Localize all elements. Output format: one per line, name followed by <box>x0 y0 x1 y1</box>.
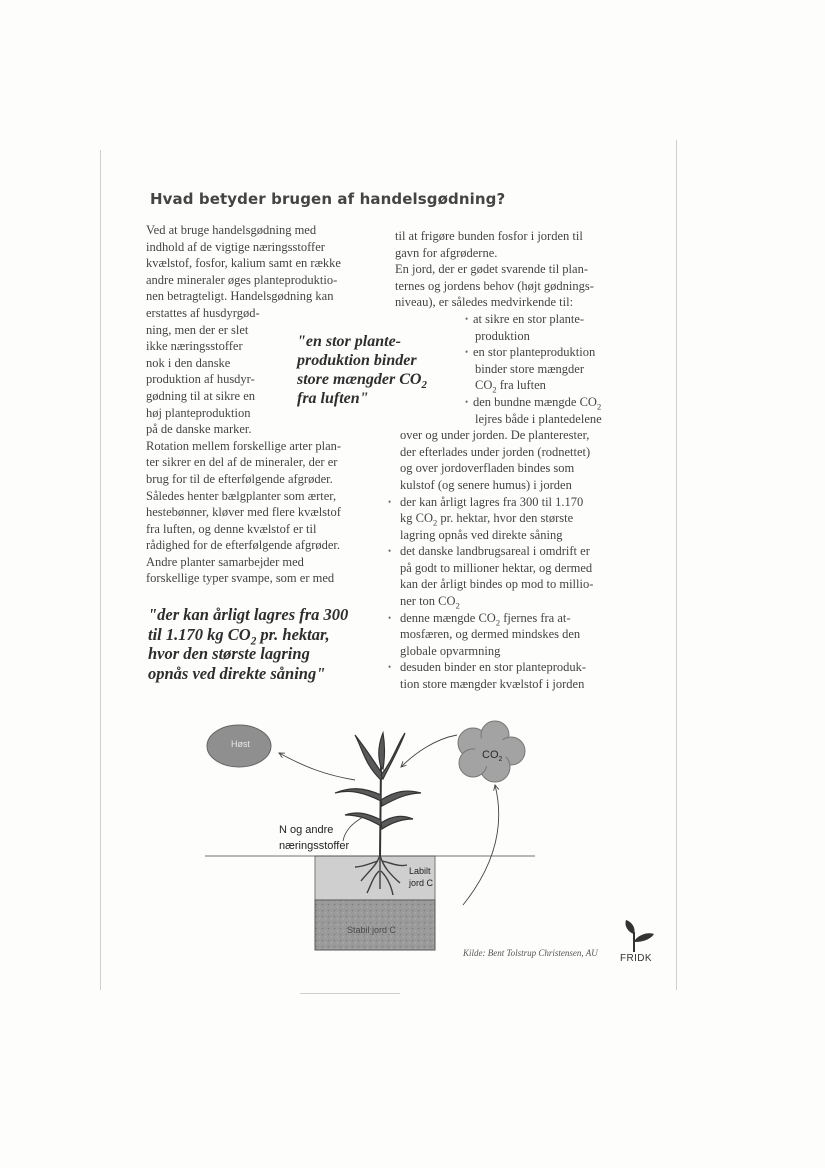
bullet-item: • denne mængde $CO_2$ fjernes fra at- <box>388 610 571 628</box>
bullet-icon: • <box>388 662 392 673</box>
text-line: niveau), er således medvirkende til: <box>395 295 574 310</box>
text-line: lejres både i plantedelene <box>475 411 602 426</box>
text-line: Ved at bruge handelsgødning med <box>146 223 317 237</box>
arrow-from-co2 <box>401 735 457 767</box>
labile-carbon-label: jord C <box>409 878 434 888</box>
bullet-item: • der kan årligt lagres fra 300 til 1.170 <box>388 494 584 509</box>
text-line: og over jordoverfladen bindes som <box>400 461 575 476</box>
text-line: over og under jorden. De planterester, <box>400 428 590 443</box>
arrow-nutrients <box>343 817 363 841</box>
text-line: nen betragteligt. Handelsgødning kan <box>146 289 334 304</box>
quote-line: store mængder $CO_2$ <box>297 371 427 392</box>
bullet-icon: • <box>465 396 469 407</box>
quote-line: hvor den største lagring <box>148 644 310 663</box>
text-line: ternes og jordens behov (højt gødnings- <box>395 278 594 293</box>
text-line: andre mineraler øges planteproduktio- <box>146 272 338 287</box>
text-line: produktion af husdyr- <box>146 372 255 387</box>
text-line: ner ton $CO_2$ <box>400 594 460 611</box>
arrow-soil-to-co2 <box>463 785 499 905</box>
plant-illustration <box>335 733 421 856</box>
text-line: Andre planter samarbejder med <box>146 554 304 569</box>
quote-line: produktion binder <box>297 352 417 369</box>
quote-line: "der kan årligt lagres fra 300 <box>148 605 349 624</box>
carbon-cycle-diagram <box>195 705 565 965</box>
text-line: $CO_2$ fra luften <box>475 378 546 395</box>
quote-line: til 1.170 kg $CO_2$ pr. hektar, <box>148 624 330 647</box>
bullet-item: • at sikre en stor plante- <box>465 311 585 326</box>
text-line: globale opvarmning <box>400 643 501 658</box>
bullet-item: • en stor planteproduktion <box>465 345 596 360</box>
text-line: lagring opnås ved direkte såning <box>400 527 563 542</box>
text-line: indhold af de vigtige næringsstoffer <box>146 239 325 254</box>
co2-label: $CO_2$ <box>482 749 503 763</box>
source-caption: Kilde: Bent Tolstrup Christensen, AU <box>463 948 598 958</box>
text-line: Således henter bælgplanter som ærter, <box>146 488 337 503</box>
text-line: rådighed for de efterfølgende afgrøder. <box>146 538 341 553</box>
text-line: tion store mængder kvælstof i jorden <box>400 677 585 692</box>
text-line: En jord, der er gødet svarende til plan- <box>395 262 588 277</box>
quote-line: opnås ved direkte såning" <box>148 663 326 683</box>
bullet-icon: • <box>388 496 392 507</box>
bullet-item: • den bundne mængde $CO_2$ <box>465 394 602 412</box>
nutrients-label: næringsstoffer <box>279 840 350 852</box>
text-line: der efterlades under jorden (rodnettet) <box>400 444 591 459</box>
bullet-icon: • <box>465 313 469 324</box>
text-line: binder store mængder <box>475 361 585 376</box>
text-line: kvælstof, fosfor, kalium samt en række <box>146 256 341 271</box>
text-line: fra luften, og denne kvælstof er til <box>146 521 317 536</box>
harvest-label: Høst <box>231 739 250 749</box>
bullet-item: • desuden binder en stor planteproduk- <box>388 660 587 675</box>
text-line: gavn for afgrøderne. <box>395 245 498 260</box>
text-line: på de danske marker. <box>146 422 252 437</box>
arrow-to-harvest <box>279 753 355 780</box>
nutrients-label: N og andre <box>279 824 334 836</box>
bullet-icon: • <box>388 546 392 557</box>
text-line: gødning til at sikre en <box>146 388 256 403</box>
text-line: kan der årligt bindes op mod to millio- <box>400 577 594 592</box>
text-line: ning, men der er slet <box>146 322 249 337</box>
bullet-item: • det danske landbrugsareal i omdrift er <box>388 544 590 559</box>
text-line: på godt to millioner hektar, og dermed <box>400 560 593 575</box>
pull-quote-storage <box>148 605 348 683</box>
bullet-icon: • <box>388 612 392 623</box>
text-line: ter sikrer en del af de mineraler, der er <box>146 455 338 470</box>
text-line: til at frigøre bunden fosfor i jorden til <box>395 229 583 243</box>
logo-text: FRIDK <box>620 953 652 964</box>
text-line: erstattes af husdyrgød- <box>146 305 260 320</box>
text-line: produktion <box>475 328 530 343</box>
text-line: hestebønner, kløver med flere kvælstof <box>146 505 341 520</box>
bullet-icon: • <box>465 347 469 358</box>
text-line: brug for til de efterfølgende afgrøder. <box>146 471 333 486</box>
scan-edge-bottom <box>300 993 400 994</box>
text-line: kulstof (og senere humus) i jorden <box>400 477 572 492</box>
stable-carbon-label: Stabil jord C <box>347 925 397 935</box>
text-line: nok i den danske <box>146 355 231 370</box>
text-line: ikke næringsstoffer <box>146 339 243 354</box>
text-line: høj planteproduktion <box>146 405 251 420</box>
scan-edge-left <box>100 150 101 990</box>
text-line: forskellige typer svampe, som er med <box>146 571 335 586</box>
text-line: Rotation mellem forskellige arter plan- <box>146 438 342 453</box>
scan-edge-right <box>676 140 677 990</box>
text-line: mosfæren, og dermed mindskes den <box>400 627 581 642</box>
labile-carbon-label: Labilt <box>409 866 431 876</box>
quote-line: "en stor plante- <box>297 333 401 350</box>
text-line: kg $CO_2$ pr. hektar, hvor den største <box>400 511 574 528</box>
section-heading: Hvad betyder brugen af handelsgødning? <box>150 190 506 208</box>
right-column-text <box>388 228 640 693</box>
quote-line: fra luften" <box>297 390 369 407</box>
